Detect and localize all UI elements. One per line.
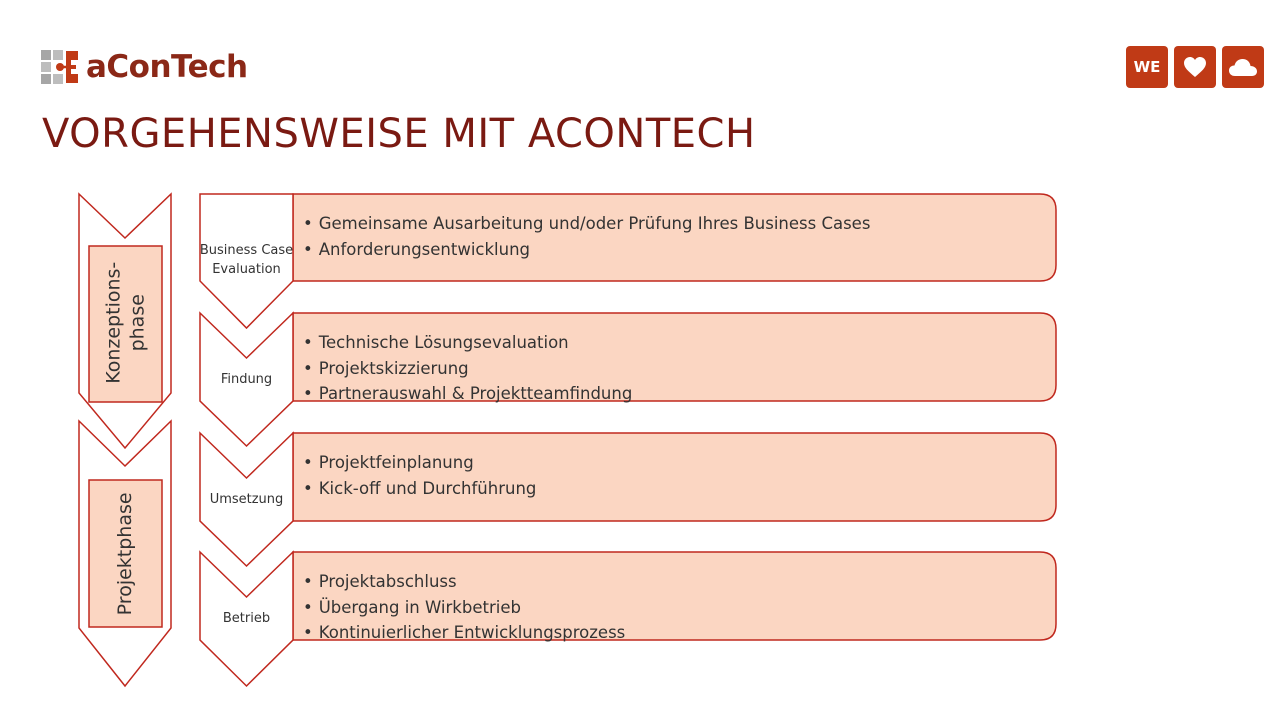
bullet-item: • Übergang in Wirkbetrieb bbox=[303, 595, 1043, 621]
step-label-0 bbox=[199, 242, 295, 280]
we-badge-label: WE bbox=[1133, 58, 1161, 76]
step-label-line1-2: Umsetzung bbox=[209, 491, 284, 507]
bullet-item: • Kontinuierlicher Entwicklungsprozess bbox=[303, 620, 1043, 646]
bullet-item: • Gemeinsame Ausarbeitung und/oder Prüfung Ihres Business Cases bbox=[303, 211, 1043, 237]
step-label-1 bbox=[199, 371, 295, 390]
step-label-line1-0: Business Case bbox=[199, 243, 294, 258]
step-bullets-2 bbox=[303, 450, 1043, 501]
step-bullets-0 bbox=[303, 211, 1043, 262]
phase-label-line1-1: Projektphase bbox=[113, 491, 136, 615]
step-label-line2-0: Evaluation bbox=[212, 261, 281, 277]
step-bullets-3 bbox=[303, 569, 1043, 646]
step-label-line1-3: Betrieb bbox=[222, 610, 271, 626]
step-label-line1-1: Findung bbox=[220, 371, 273, 387]
step-label-2 bbox=[199, 491, 295, 510]
bullet-item: • Projektfeinplanung bbox=[303, 450, 1043, 476]
phase-label-line1-0: Konzeptions- bbox=[101, 261, 124, 384]
logo-text: aConTech bbox=[86, 49, 248, 85]
phase-label-0 bbox=[102, 243, 150, 403]
step-bullets-1 bbox=[303, 330, 1043, 407]
phase-label-1 bbox=[114, 473, 138, 633]
page-title: VORGEHENSWEISE MIT ACONTECH bbox=[42, 111, 756, 157]
bullet-item: • Technische Lösungsevaluation bbox=[303, 330, 1043, 356]
bullet-item: • Projektskizzierung bbox=[303, 356, 1043, 382]
bullet-item: • Kick-off und Durchführung bbox=[303, 476, 1043, 502]
step-label-3 bbox=[199, 610, 295, 629]
bullet-item: • Projektabschluss bbox=[303, 569, 1043, 595]
bullet-item: • Anforderungsentwicklung bbox=[303, 237, 1043, 263]
bullet-item: • Partnerauswahl & Projektteamfindung bbox=[303, 381, 1043, 407]
phase-label-line2-0: phase bbox=[125, 294, 148, 352]
